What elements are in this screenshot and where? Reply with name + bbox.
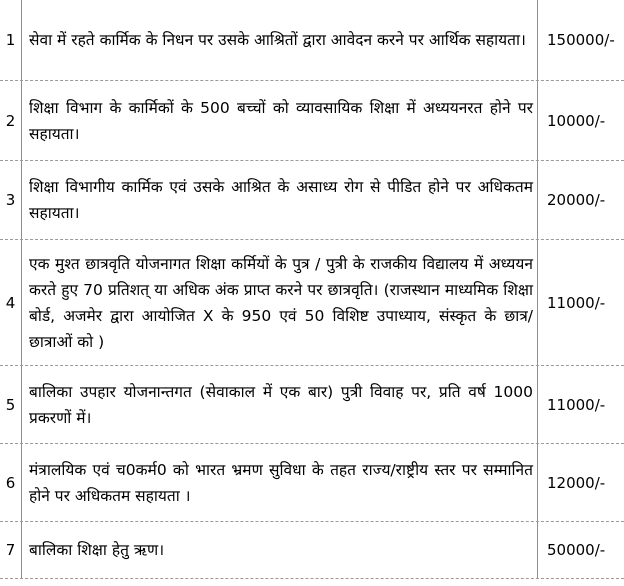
row-number: 5 [5, 395, 16, 414]
row-amount: 12000/- [547, 473, 606, 492]
table-row [0, 0, 624, 81]
table-row [0, 161, 624, 240]
row-number: 1 [5, 31, 16, 49]
row-amount: 11000/- [547, 395, 606, 414]
column-divider [21, 240, 22, 365]
table-row [0, 81, 624, 161]
column-divider [537, 366, 538, 443]
table-row [0, 240, 624, 366]
column-divider [21, 444, 22, 521]
column-divider [537, 161, 538, 239]
row-description-text: बालिका उपहार योजनान्तगत (सेवाकाल में एक बार) पुत्री विवाह पर, प्रति वर्ष 1000 प्रकरणों में। [29, 382, 533, 427]
row-description [29, 240, 533, 365]
row-amount: 10000/- [547, 111, 606, 130]
row-amount: 11000/- [547, 293, 606, 312]
row-description [29, 161, 533, 239]
row-amount: 50000/- [547, 541, 606, 559]
column-divider [21, 366, 22, 443]
column-divider [21, 522, 22, 578]
column-divider [537, 81, 538, 160]
table-row [0, 366, 624, 444]
column-divider [21, 81, 22, 160]
row-description-text: मंत्रालयिक एवं च0कर्म0 को भारत भ्रमण सुविधा के तहत राज्य/राष्ट्रीय स्तर पर सम्मानित होने पर अधिकतम सहायता । [29, 460, 533, 505]
row-description [29, 0, 533, 80]
row-amount: 150000/- [547, 31, 615, 49]
column-divider [21, 161, 22, 239]
row-description-text: एक मुश्त छात्रवृति योजनागत शिक्षा कर्मियों के पुत्र / पुत्री के राजकीय विद्यालय में अध्ययन करते हुए 70 प्रतिशत् या अधिक अंक प्राप्त करने पर छात्रवृति। (राजस्थान माध्यमिक शिक्षा बोर्ड, अजमेर द्वारा आयोजित X के 950 एवं 50 विशिष्ट उपाध्याय, संस्कृत के छात्र/ छात्राओं को ) [29, 254, 533, 351]
table-row [0, 444, 624, 522]
row-description-text: शिक्षा विभागीय कार्मिक एवं उसके आश्रित के असाध्य रोग से पीडित होने पर अधिकतम सहायता। [29, 178, 533, 222]
column-divider [537, 522, 538, 578]
row-description-text: बालिका शिक्षा हेतु ऋण। [29, 541, 165, 559]
row-number: 7 [5, 541, 16, 559]
row-number: 4 [5, 293, 16, 312]
row-amount: 20000/- [547, 191, 606, 209]
column-divider [21, 0, 22, 80]
row-description-text: शिक्षा विभाग के कार्मिकों के 500 बच्चों को व्यावसायिक शिक्षा में अध्ययनरत होने पर सहायता। [29, 98, 533, 143]
row-description [29, 522, 533, 578]
row-description [29, 81, 533, 160]
row-description-text: सेवा में रहते कार्मिक के निधन पर उसके आश्रितों द्वारा आवेदन करने पर आर्थिक सहायता। [29, 31, 526, 49]
row-number: 3 [5, 191, 16, 209]
row-number: 2 [5, 111, 16, 130]
column-divider [537, 0, 538, 80]
row-description [29, 444, 533, 521]
table-row [0, 522, 624, 579]
column-divider [537, 240, 538, 365]
column-divider [537, 444, 538, 521]
row-number: 6 [5, 473, 16, 492]
row-description [29, 366, 533, 443]
